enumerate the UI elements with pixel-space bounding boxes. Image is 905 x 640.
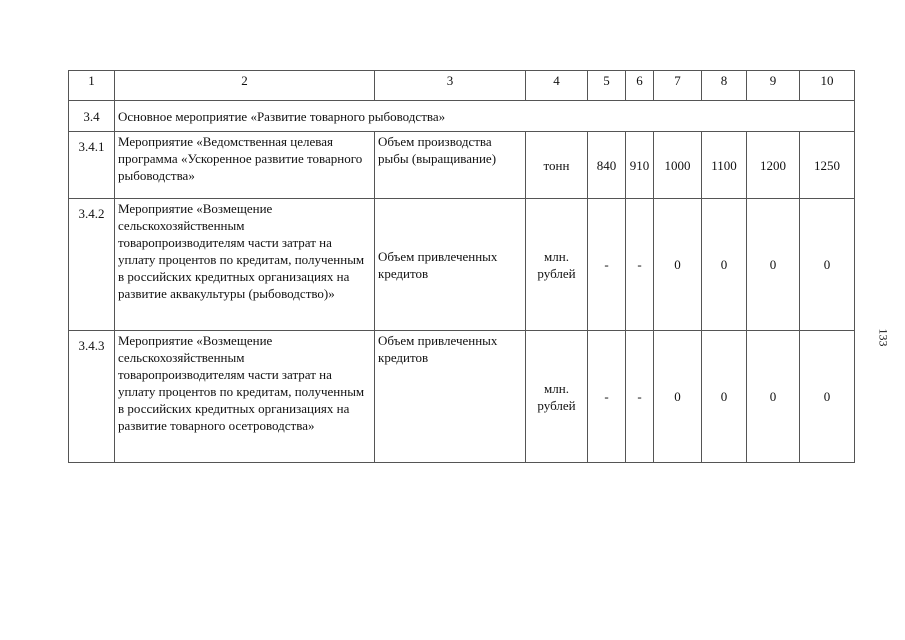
row-value: 0	[800, 331, 855, 463]
row-number: 3.4.1	[69, 132, 115, 199]
row-name: Мероприятие «Возмещение сельскохозяйственным товаропроизводителям части затрат на уплату процентов по кредитам, полученным в российских кредитных организациях на развитие аквакультуры (рыбоводство)»	[115, 199, 375, 331]
row-value: 0	[747, 199, 800, 331]
row-unit: тонн	[526, 132, 588, 199]
row-name: Мероприятие «Ведомственная целевая программа «Ускоренное развитие товарного рыбоводства»	[115, 132, 375, 199]
row-number: 3.4.3	[69, 331, 115, 463]
header-cell: 6	[626, 71, 654, 101]
row-unit: млн. рублей	[526, 331, 588, 463]
header-cell: 3	[375, 71, 526, 101]
row-value: -	[588, 331, 626, 463]
row-value: 0	[747, 331, 800, 463]
row-value: 0	[800, 199, 855, 331]
row-value: 0	[702, 331, 747, 463]
section-number: 3.4	[69, 101, 115, 132]
header-cell: 5	[588, 71, 626, 101]
header-cell: 8	[702, 71, 747, 101]
row-indicator: Объем привлеченных кредитов	[375, 331, 526, 463]
row-number: 3.4.2	[69, 199, 115, 331]
row-value: 0	[654, 199, 702, 331]
row-value: 1200	[747, 132, 800, 199]
section-title: Основное мероприятие «Развитие товарного рыбоводства»	[115, 101, 855, 132]
page-number: 133	[876, 328, 891, 347]
header-cell: 2	[115, 71, 375, 101]
row-value: 0	[702, 199, 747, 331]
header-row	[69, 71, 855, 101]
table-row	[69, 331, 855, 463]
measures-table	[68, 70, 855, 463]
row-indicator: Объем привлеченных кредитов	[375, 199, 526, 331]
row-value: 840	[588, 132, 626, 199]
table-row	[69, 132, 855, 199]
header-cell: 10	[800, 71, 855, 101]
header-cell: 1	[69, 71, 115, 101]
table-row	[69, 199, 855, 331]
row-value: 1000	[654, 132, 702, 199]
row-value: -	[626, 331, 654, 463]
row-value: 0	[654, 331, 702, 463]
section-row	[69, 101, 855, 132]
row-indicator: Объем производства рыбы (выращивание)	[375, 132, 526, 199]
header-cell: 9	[747, 71, 800, 101]
row-value: -	[626, 199, 654, 331]
row-value: 1100	[702, 132, 747, 199]
row-value: -	[588, 199, 626, 331]
row-name: Мероприятие «Возмещение сельскохозяйственным товаропроизводителям части затрат на уплату процентов по кредитам, полученным в российских кредитных организациях на развитие товарного осетроводства»	[115, 331, 375, 463]
header-cell: 7	[654, 71, 702, 101]
row-unit: млн. рублей	[526, 199, 588, 331]
header-cell: 4	[526, 71, 588, 101]
row-value: 910	[626, 132, 654, 199]
row-value: 1250	[800, 132, 855, 199]
